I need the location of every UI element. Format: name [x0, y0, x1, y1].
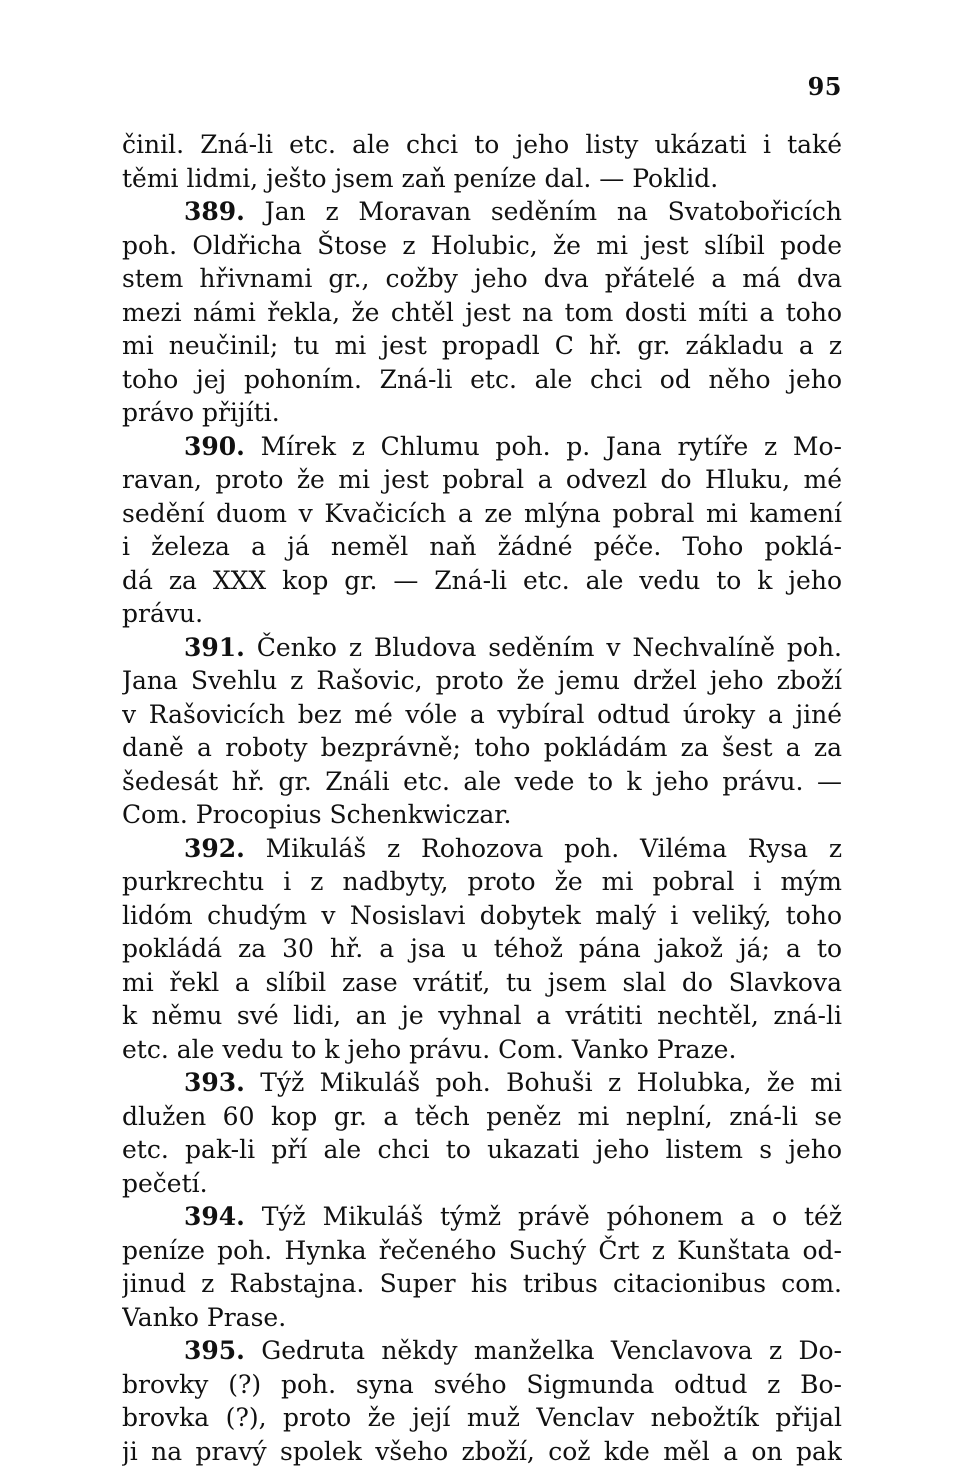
text-line: právo přijíti. [122, 398, 280, 427]
entry-number: 390. [184, 431, 245, 461]
text-line: brovka (?), proto že její muž Venclav nebožtík přijal [122, 1403, 842, 1432]
text-line: dá za XXX kop gr. — Zná-li etc. ale vedu to k jeho [122, 565, 842, 595]
text-line: purkrechtu i z nadbyty, proto že mi pobral i mým [122, 867, 842, 896]
entry-395-first-line: 395. Gedruta někdy manželka Venclavova z Do- [184, 1336, 842, 1365]
entry-393-first-line: 393. Týž Mikuláš poh. Bohuši z Holubka, že mi [184, 1068, 842, 1097]
entry-number: 392. [184, 833, 245, 863]
entry-number: 395. [184, 1336, 245, 1365]
text-line: poh. Oldřicha Štose z Holubic, že mi jest slíbil pode [122, 230, 842, 260]
text-line: peníze poh. Hynka řečeného Suchý Črt z Kunštata od- [122, 1235, 842, 1265]
text-line: sedění duom v Kvačicích a ze mlýna pobral mi kamení [122, 498, 842, 528]
text-line: Jana Svehlu z Rašovic, proto že jemu držel jeho zboží [122, 666, 842, 695]
text-line: ji na pravý spolek všeho zboží, což kde měl a on pak [122, 1436, 842, 1466]
text-line: Vanko Prase. [122, 1302, 287, 1332]
text-line: Com. Procopius Schenkwiczar. [122, 800, 512, 829]
text-line: šedesát hř. gr. Ználi etc. ale vede to k jeho právu. — [122, 766, 842, 796]
text-line: dlužen 60 kop gr. a těch peněz mi neplní, zná-li se [122, 1101, 842, 1131]
text-line: mi neučinil; tu mi jest propadl C hř. gr. základu a z [122, 331, 842, 360]
text-line: ravan, proto že mi jest pobral a odvezl do Hluku, mé [122, 465, 842, 494]
entry-number: 389. [184, 197, 245, 226]
text-line: pečetí. [122, 1168, 208, 1198]
text-line: lidóm chudým v Nosislavi dobytek malý i veliký, toho [122, 900, 842, 930]
text-line: činil. Zná-li etc. ale chci to jeho listy ukázati i také [122, 130, 842, 159]
entry-389-first-line: 389. Jan z Moravan seděním na Svatobořicích [184, 197, 842, 226]
text-line: daně a roboty bezprávně; toho pokládám za šest a za [122, 733, 842, 762]
text-line: toho jej pohoním. Zná-li etc. ale chci od něho jeho [122, 364, 842, 394]
text-line: pokládá za 30 hř. a jsa u téhož pána jakož já; a to [122, 934, 842, 963]
text-line: mi řekl a slíbil zase vrátiť, tu jsem slal do Slavkova [122, 967, 842, 997]
body-text [122, 128, 842, 1468]
text-line: k němu své lidi, an je vyhnal a vrátiti nechtěl, zná-li [122, 1001, 842, 1030]
text-line: těmi lidmi, ješto jsem zaň peníze dal. — Poklid. [122, 163, 719, 193]
text-line: stem hřivnami gr., cožby jeho dva přátelé a má dva [122, 264, 842, 293]
text-line: mezi námi řekla, že chtěl jest na tom dosti míti a toho [122, 297, 842, 327]
text-line: právu. [122, 599, 204, 628]
text-line: etc. pak-li pří ale chci to ukazati jeho listem s jeho [122, 1135, 842, 1164]
text-line: v Rašovicích bez mé vóle a vybíral odtud úroky a jiné [122, 699, 842, 729]
text-line: jinud z Rabstajna. Super his tribus citacionibus com. [122, 1269, 842, 1298]
entry-number: 393. [184, 1068, 245, 1097]
entry-number: 394. [184, 1202, 245, 1231]
text-line: i železa a já neměl naň žádné péče. Toho poklá- [122, 532, 842, 561]
text-line: brovky (?) poh. syna svého Sigmunda odtud z Bo- [122, 1369, 842, 1399]
entry-391-first-line: 391. Čenko z Bludova seděním v Nechvalíně poh. [184, 632, 842, 662]
entry-number: 391. [184, 632, 245, 662]
entry-392-first-line: 392. Mikuláš z Rohozova poh. Viléma Rysa z [184, 833, 842, 863]
entry-390-first-line: 390. Mírek z Chlumu poh. p. Jana rytíře z Mo- [184, 431, 842, 461]
entry-394-first-line: 394. Týž Mikuláš týmž právě póhonem a o též [184, 1202, 842, 1231]
page-number: 95 [807, 72, 842, 101]
text-line: etc. ale vedu to k jeho právu. Com. Vanko Praze. [122, 1034, 737, 1064]
